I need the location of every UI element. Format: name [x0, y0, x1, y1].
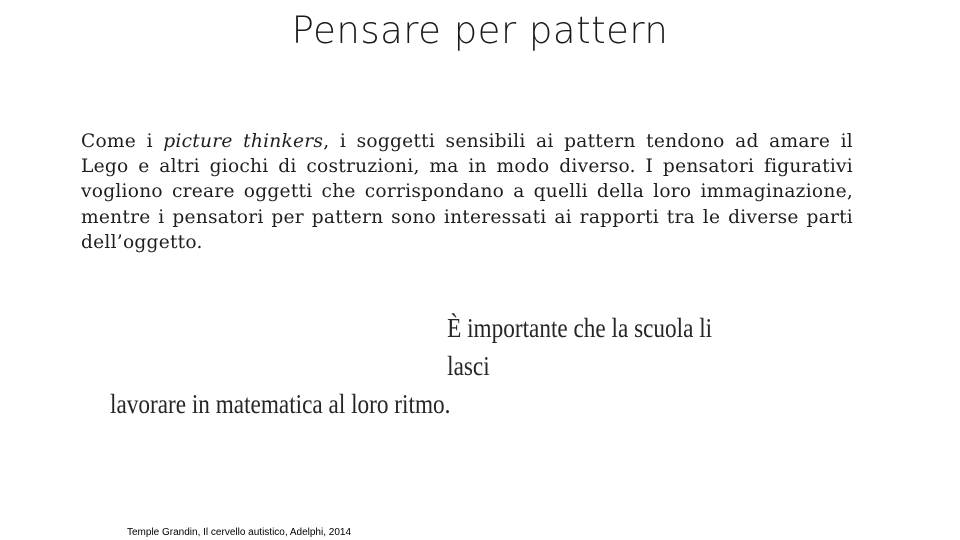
- source-citation: Temple Grandin, Il cervello autistico, Adelphi, 2014: [127, 527, 352, 538]
- quote-1-italic-term: picture thinkers: [163, 131, 324, 152]
- quote-2-line-1: È importante che la scuola li lasci: [447, 313, 713, 381]
- quote-paragraph-2: [110, 309, 733, 423]
- quote-paragraph-1: [81, 129, 853, 255]
- slide-title: Pensare per pattern: [291, 9, 669, 52]
- quote-1-body: , i soggetti sensibili ai pattern tendono ad amare il Lego e altri giochi di costruzioni, ma in modo diverso. I pensatori figurativi vogliono creare oggetti che corrispondano a quelli della loro immaginazione, mentre i pensatori per pattern sono interessati ai rapporti tra le diverse parti dell’oggetto.: [81, 131, 853, 253]
- quote-2-line-2: lavorare in matematica al loro ritmo.: [110, 389, 451, 419]
- quote-1-prefix: Come i: [81, 131, 164, 152]
